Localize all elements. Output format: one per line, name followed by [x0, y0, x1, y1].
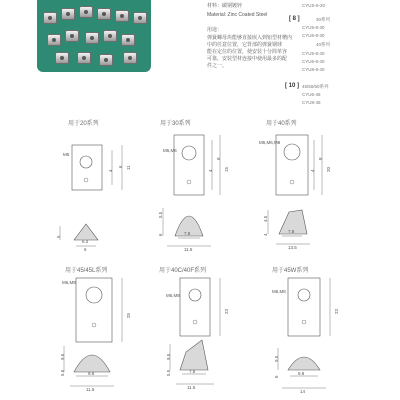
caption-20: 用于20系列 [68, 121, 99, 127]
dim-pr-45: 5.5 [60, 369, 65, 376]
dim-w-30: 7.8 [184, 231, 191, 236]
dim-w-20: 6.2 [82, 239, 89, 244]
dim-w-45: 9.8 [88, 371, 95, 376]
size-item: CYU8-8-40 [302, 67, 325, 72]
caption-30: 用于30系列 [160, 121, 191, 127]
size-item: CYU6-45 [302, 92, 321, 97]
material-en: Material: Zinc Coated Steel [207, 12, 268, 18]
dim-pr-40c: 5.5 [166, 369, 171, 376]
dim-bottom-45: 11.5 [86, 387, 95, 392]
dim-h3-20: 11 [126, 165, 131, 170]
size-item: CYU5-8-40 [302, 51, 325, 56]
dim-w-45w: 9.8 [298, 371, 305, 376]
size-item: CYU6-8-40 [302, 59, 325, 64]
size-group-num: [ 8 ] [289, 16, 300, 22]
size-series: 40系列 [316, 42, 331, 47]
caption-45: 用于45/45L系列 [65, 268, 108, 274]
dim-thread-45: M6,M8 [62, 280, 76, 285]
dim-h2-40: 8 [318, 157, 323, 160]
size-item: CYU5-8-30 [302, 25, 325, 30]
dim-ph-40: 4.5 [263, 215, 268, 222]
usage-line-5: 件之一。 [207, 63, 228, 69]
size-series: 30系列 [316, 17, 331, 22]
dim-pr-45w: 6 [274, 375, 279, 378]
dim-bottom-40c: 11.5 [187, 385, 196, 390]
dim-h1-40: 4 [310, 169, 315, 172]
usage-line-2: 中的任意位置，它背部的弹簧钢球 [207, 42, 283, 48]
dim-ph-45: 9.5 [60, 353, 65, 360]
dim-h1-30: 4 [208, 169, 213, 172]
caption-40: 用于40系列 [266, 121, 297, 127]
dim-h3-45w: 23 [334, 308, 339, 314]
dim-h3-45: 25 [126, 312, 131, 318]
size-item: CYU8-45 [302, 100, 321, 105]
dim-thread-30: M5,M6 [163, 148, 177, 153]
dim-bottom-30: 11.5 [184, 247, 193, 252]
caption-40c: 用于40C/40F系列 [159, 268, 207, 274]
dim-h1-20: 4 [108, 169, 113, 172]
dim-bottom-20: 6 [84, 247, 87, 252]
size-item: CYUS-6-20 [302, 3, 326, 8]
usage-line-4: 可靠，安装型材连接中使用最多的配 [207, 56, 288, 62]
dim-ph-30: 5.5 [158, 211, 163, 218]
size-item: CYU6-8-30 [302, 33, 325, 38]
material-cn: 材料：碳钢镀锌 [207, 3, 243, 9]
dim-w-40c: 7.8 [189, 369, 196, 374]
size-group-num: [ 10 ] [285, 83, 300, 89]
dim-h2-20: 6 [118, 165, 123, 168]
usage-title: 用途： [207, 27, 223, 33]
size-series: 45/50/60系列 [302, 84, 329, 89]
dim-pr-30: 6 [158, 233, 163, 236]
dim-ph-45w: 9.5 [274, 355, 279, 362]
dim-thread-40: M5,M6,M8 [259, 140, 281, 145]
dim-h3-40c: 23 [224, 308, 229, 314]
dim-pr-40: 4 [263, 233, 268, 236]
dim-pr-20: 5 [56, 235, 61, 238]
dim-bottom-40: 13.5 [288, 245, 297, 250]
usage-line-1: 弹簧螺母块能够直接嵌入到铝型材槽内 [207, 35, 293, 41]
dim-h3-40: 20 [326, 166, 331, 172]
dim-thread-20: M5 [63, 152, 70, 157]
dim-thread-40c: M6,M8 [166, 293, 180, 298]
dim-w-40: 7.8 [288, 229, 295, 234]
caption-45w: 用于45W系列 [272, 268, 309, 274]
dim-h2-30: 8 [216, 157, 221, 160]
dim-thread-45w: M6,M8 [272, 289, 286, 294]
dim-bottom-45w: 14 [300, 389, 306, 394]
dim-h3-30: 15 [224, 166, 229, 172]
dim-ph-40c: 9.5 [166, 353, 171, 360]
usage-line-3: 能在定位的位置，使安装十分简单容 [207, 49, 288, 55]
